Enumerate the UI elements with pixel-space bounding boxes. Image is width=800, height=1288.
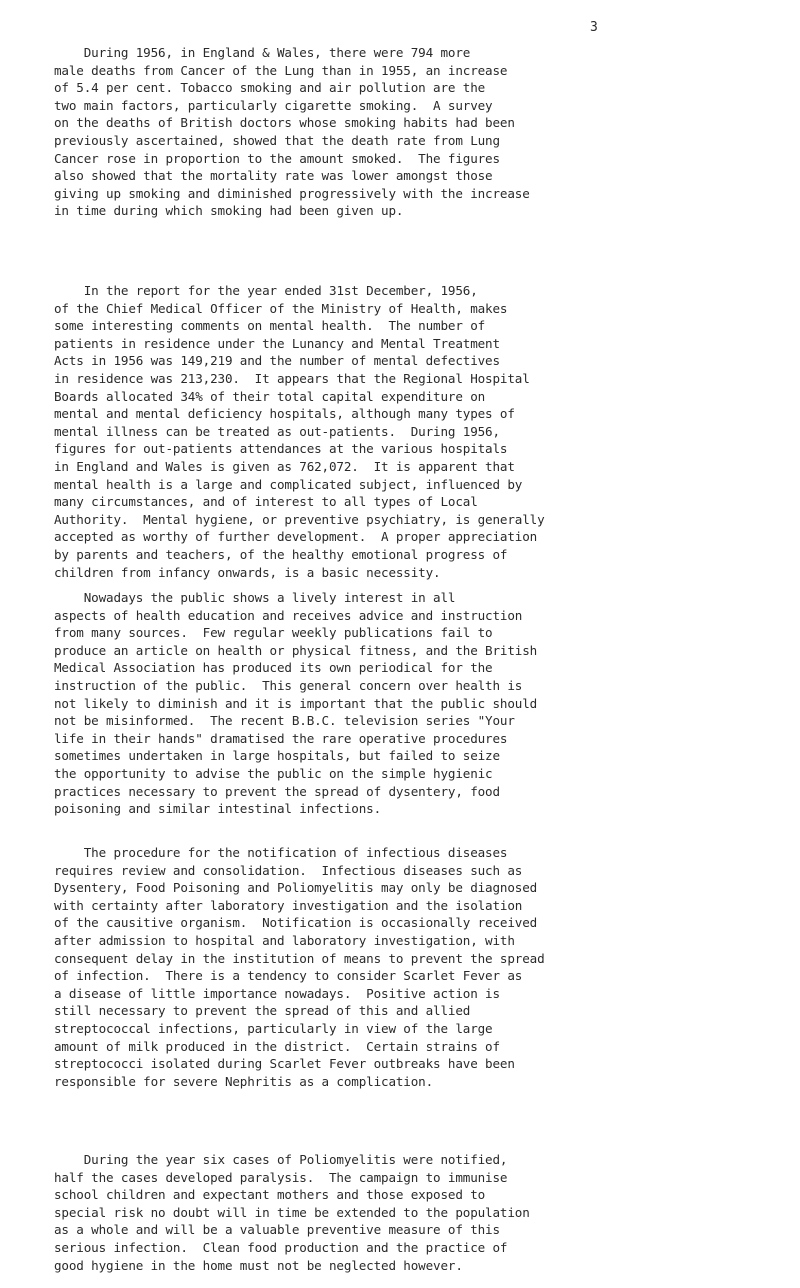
text-line: in residence was 213,230. It appears that the Regional Hospital bbox=[54, 370, 530, 386]
text-line: In the report for the year ended 31st December, 1956, bbox=[54, 283, 478, 298]
paragraph-health-education bbox=[54, 589, 798, 818]
text-line: not be misinformed. The recent B.B.C. television series "Your bbox=[54, 713, 515, 729]
text-line: Authority. Mental hygiene, or preventive psychiatry, is generally bbox=[54, 511, 545, 527]
text-line: produce an article on health or physical fitness, and the British bbox=[54, 642, 538, 658]
text-line: serious infection. Clean food production and the practice of bbox=[54, 1239, 508, 1255]
text-line: of the causitive organism. Notification is occasionally received bbox=[54, 915, 538, 931]
text-line: The procedure for the notification of infectious diseases bbox=[54, 845, 508, 860]
text-line: Boards allocated 34% of their total capital expenditure on bbox=[54, 388, 486, 404]
text-line: Cancer rose in proportion to the amount smoked. The figures bbox=[54, 150, 500, 166]
text-line: male deaths from Cancer of the Lung than in 1955, an increase bbox=[54, 62, 508, 78]
paragraph-mental-health bbox=[54, 282, 798, 581]
text-line: mental health is a large and complicated subject, influenced by bbox=[54, 476, 523, 492]
text-line: on the deaths of British doctors whose smoking habits had been bbox=[54, 115, 515, 131]
text-line: During the year six cases of Poliomyelitis were notified, bbox=[54, 1152, 508, 1167]
text-line: as a whole and will be a valuable preventive measure of this bbox=[54, 1222, 500, 1238]
text-line: Medical Association has produced its own periodical for the bbox=[54, 660, 493, 676]
text-line: many circumstances, and of interest to all types of Local bbox=[54, 494, 478, 510]
paragraph-poliomyelitis bbox=[54, 1151, 798, 1274]
text-line: of the Chief Medical Officer of the Ministry of Health, makes bbox=[54, 300, 508, 316]
text-line: with certainty after laboratory investigation and the isolation bbox=[54, 897, 523, 913]
paragraph-lung-cancer bbox=[54, 44, 798, 220]
text-line: of infection. There is a tendency to consider Scarlet Fever as bbox=[54, 968, 523, 984]
text-line: school children and expectant mothers and those exposed to bbox=[54, 1187, 486, 1203]
paragraph-infectious-diseases bbox=[54, 844, 798, 1090]
text-line: instruction of the public. This general concern over health is bbox=[54, 677, 523, 693]
text-line: in England and Wales is given as 762,072. It is apparent that bbox=[54, 458, 515, 474]
text-line: patients in residence under the Lunancy and Mental Treatment bbox=[54, 335, 500, 351]
text-line: still necessary to prevent the spread of this and allied bbox=[54, 1003, 471, 1019]
text-line: responsible for severe Nephritis as a complication. bbox=[54, 1073, 434, 1089]
text-line: some interesting comments on mental health. The number of bbox=[54, 318, 486, 334]
text-line: mental and mental deficiency hospitals, although many types of bbox=[54, 406, 515, 422]
text-line: the opportunity to advise the public on the simple hygienic bbox=[54, 765, 493, 781]
text-line: also showed that the mortality rate was lower amongst those bbox=[54, 168, 493, 184]
text-line: half the cases developed paralysis. The campaign to immunise bbox=[54, 1169, 508, 1185]
text-line: poisoning and similar intestinal infections. bbox=[54, 801, 382, 817]
page-number: 3 bbox=[590, 20, 598, 35]
text-line: children from infancy onwards, is a basic necessity. bbox=[54, 564, 441, 580]
text-line: accepted as worthy of further development. A proper appreciation bbox=[54, 529, 538, 545]
text-line: life in their hands" dramatised the rare operative procedures bbox=[54, 730, 508, 746]
text-line: by parents and teachers, of the healthy emotional progress of bbox=[54, 546, 508, 562]
text-line: Acts in 1956 was 149,219 and the number of mental defectives bbox=[54, 353, 500, 369]
text-line: streptococci isolated during Scarlet Fever outbreaks have been bbox=[54, 1056, 515, 1072]
text-line: requires review and consolidation. Infectious diseases such as bbox=[54, 862, 523, 878]
text-line: aspects of health education and receives advice and instruction bbox=[54, 607, 523, 623]
text-line: from many sources. Few regular weekly publications fail to bbox=[54, 625, 493, 641]
text-line: giving up smoking and diminished progressively with the increase bbox=[54, 185, 530, 201]
text-line: During 1956, in England & Wales, there were 794 more bbox=[54, 45, 471, 60]
text-line: sometimes undertaken in large hospitals, but failed to seize bbox=[54, 748, 500, 764]
text-line: of 5.4 per cent. Tobacco smoking and air pollution are the bbox=[54, 80, 486, 96]
text-line: after admission to hospital and laboratory investigation, with bbox=[54, 932, 515, 948]
text-line: two main factors, particularly cigarette smoking. A survey bbox=[54, 97, 493, 113]
text-line: amount of milk produced in the district. Certain strains of bbox=[54, 1038, 500, 1054]
text-line: special risk no doubt will in time be extended to the population bbox=[54, 1204, 530, 1220]
text-line: mental illness can be treated as out-patients. During 1956, bbox=[54, 423, 500, 439]
text-line: previously ascertained, showed that the death rate from Lung bbox=[54, 132, 500, 148]
text-line: Dysentery, Food Poisoning and Poliomyelitis may only be diagnosed bbox=[54, 880, 538, 896]
text-line: in time during which smoking had been given up. bbox=[54, 203, 404, 219]
text-line: consequent delay in the institution of means to prevent the spread bbox=[54, 950, 545, 966]
text-line: not likely to diminish and it is important that the public should bbox=[54, 695, 538, 711]
text-line: good hygiene in the home must not be neglected however. bbox=[54, 1257, 463, 1273]
text-line: a disease of little importance nowadays. Positive action is bbox=[54, 985, 500, 1001]
text-line: practices necessary to prevent the spread of dysentery, food bbox=[54, 783, 500, 799]
text-line: Nowadays the public shows a lively interest in all bbox=[54, 590, 456, 605]
text-line: figures for out-patients attendances at the various hospitals bbox=[54, 441, 508, 457]
text-line: streptococcal infections, particularly in view of the large bbox=[54, 1020, 493, 1036]
